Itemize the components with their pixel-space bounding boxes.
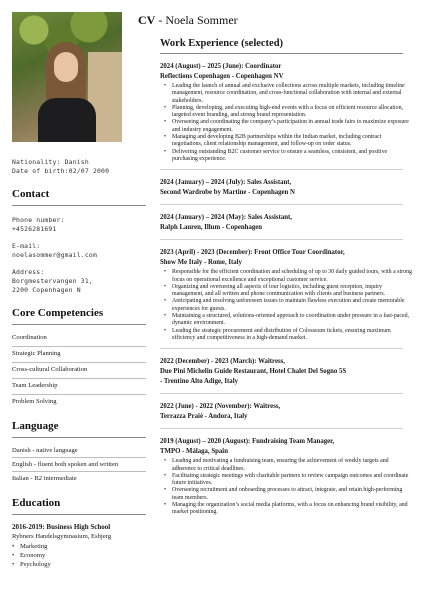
job-duties [164, 269, 412, 342]
education-heading: Education [12, 497, 61, 509]
job-duty: • Responsible for the efficient coordination and scheduling of up to 30 daily guided tours, with a strong focus on operational excellence and exceptional customer service. [164, 269, 412, 284]
job-employer: TMPO - Málaga, Spain [160, 448, 228, 456]
job-divider [160, 393, 403, 394]
email-label: E-mail: [12, 242, 41, 250]
contact-block [12, 216, 148, 295]
candidate-name: - Noela Sommer [155, 13, 238, 27]
job-duty: • Managing the organization’s social media platforms, with a focus on enhancing brand visibility, and market positioning. [164, 502, 412, 517]
competency-item: Problem Solving [12, 398, 57, 405]
education-subjects [12, 542, 148, 569]
job-employer: Ralph Lauren, Illum - Copenhagen [160, 224, 263, 232]
job-duties [164, 458, 412, 516]
job-divider [160, 348, 403, 349]
competency-item: Coordination [12, 334, 47, 341]
job-entry [160, 178, 412, 198]
contact-heading: Contact [12, 188, 50, 200]
job-duty: • Leading the strategic procurement and distribution of Colosseum tickets, ensuring maximum efficiency and competitiveness in a high-demand market. [164, 328, 412, 343]
job-duty: • Organizing and overseeing all aspects of tour logistics, including guest reception, inquiry management, and all written and phone communication with clients and business partners. [164, 284, 412, 299]
job-duty: • Leading the launch of annual and exclusive collections across multiple markets, including timeline management, resource coordination, and cross-functional collaboration with internal and external stakeholders. [164, 83, 412, 105]
job-entry [160, 213, 412, 233]
phone-number[interactable]: +4526281691 [12, 225, 57, 233]
cv-label: CV [138, 13, 156, 27]
job-entry [160, 437, 412, 516]
job-period-title: 2024 (August) – 2025 (June): Coordinator [160, 63, 282, 70]
job-duty: • Leading and motivating a fundraising team, ensuring the achievement of weekly targets and adherence to critical deadlines. [164, 458, 412, 473]
experience-divider [160, 53, 403, 54]
job-period-title: 2023 (April) - 2023 (December): Front Office Tour Coordinator, [160, 249, 345, 257]
language-list [12, 444, 148, 485]
phone-label: Phone number: [12, 216, 65, 224]
document-title [138, 13, 412, 28]
job-entry [160, 402, 412, 422]
competency-item: Team Leadership [12, 382, 58, 389]
job-period-title: 2022 (December) - 2023 (March): Waitress, [160, 358, 285, 366]
profile-photo [12, 12, 122, 142]
job-duty: • Maintaining a structured, solutions-oriented approach to coordination under pressure in a fast-paced, dynamic environment. [164, 313, 412, 328]
job-period-title: 2024 (January) – 2024 (July): Sales Assistant, [160, 179, 292, 187]
job-employer: Show Me Italy - Rome, Italy [160, 259, 242, 267]
job-period-title: 2024 (January) – 2024 (May): Sales Assistant, [160, 214, 292, 222]
education-divider [12, 514, 146, 515]
language-item: Danish - native language [12, 447, 78, 454]
competencies-list [12, 331, 148, 408]
language-item: Italian - B2 intermediate [12, 475, 77, 482]
job-employer: Due Pini Michelin Guide Restaurant, Hotel Chalet Del Sogno 5S [160, 368, 347, 376]
job-employer: Terrazza Praié - Andora, Italy [160, 413, 248, 421]
job-entry [160, 248, 412, 342]
education-subject: • Marketing [12, 542, 148, 551]
job-duty: • Overseeing and coordinating the company’s participation in annual trade fairs to maximize exposure and industry engagement. [164, 119, 412, 134]
job-period-title: 2022 (June) - 2022 (November): Waitress, [160, 403, 281, 411]
date-of-birth: Date of birth:02/07 2000 [12, 167, 110, 175]
job-divider [160, 239, 403, 240]
job-divider [160, 428, 403, 429]
address-line-1: Borgmestervangen 31, [12, 277, 93, 285]
experience-heading: Work Experience (selected) [160, 38, 284, 49]
job-duties [164, 83, 412, 163]
job-duty: • Delivering outstanding B2C customer service to ensure a seamless, consistent, and positive purchasing experience. [164, 149, 412, 164]
job-entry [160, 357, 412, 387]
job-duty: • Planning, developing, and executing high-end events with a focus on efficient resource allocation, targeted event branding, and strong brand representation. [164, 105, 412, 120]
competency-item: Strategic Planning [12, 350, 61, 357]
language-heading: Language [12, 420, 59, 432]
language-divider [12, 437, 146, 438]
job-entry [160, 62, 412, 163]
education-entry-title: 2016-2019: Business High School [12, 523, 111, 531]
contact-divider [12, 205, 146, 206]
job-duty: • Managing and developing B2B partnerships within the Indian market, including contract negotiations, client relationship management, and follow-up on order status. [164, 134, 412, 149]
left-column [12, 12, 148, 569]
address-line-2: 2200 Copenhagen N [12, 286, 81, 294]
job-divider [160, 169, 403, 170]
job-duty: • Facilitating strategic meetings with charitable partners to review campaign outcomes and coordinate future initiatives. [164, 473, 412, 488]
job-location: - Trentino Alto Adige, Italy [160, 378, 238, 386]
job-duty: • Anticipating and resolving unforeseen issues to maintain flawless execution and create memorable experiences for guests. [164, 298, 412, 313]
job-duty: • Overseeing recruitment and onboarding processes to attract, integrate, and retain high-performing team members. [164, 487, 412, 502]
competency-item: Cross-cultural Collaboration [12, 366, 88, 373]
job-employer: Reflections Copenhagen - Copenhagen NV [160, 73, 284, 80]
education-subject: • Economy [12, 551, 148, 560]
nationality: Nationality: Danish [12, 158, 89, 166]
job-period-title: 2019 (August) – 2020 (August): Fundraising Team Manager, [160, 438, 335, 446]
competencies-divider [12, 324, 146, 325]
education-subject: • Psychology [12, 560, 148, 569]
education-school: Rybners Handelsgymnasium, Esbjerg [12, 533, 112, 540]
language-item: English - fluent both spoken and written [12, 461, 119, 468]
job-employer: Second Wardrobe by Martine - Copenhagen N [160, 189, 295, 197]
job-divider [160, 204, 403, 205]
address-label: Address: [12, 268, 45, 276]
email-address[interactable]: noelasommer@gmail.com [12, 251, 97, 259]
competencies-heading: Core Competencies [12, 307, 104, 319]
right-column [138, 13, 412, 517]
